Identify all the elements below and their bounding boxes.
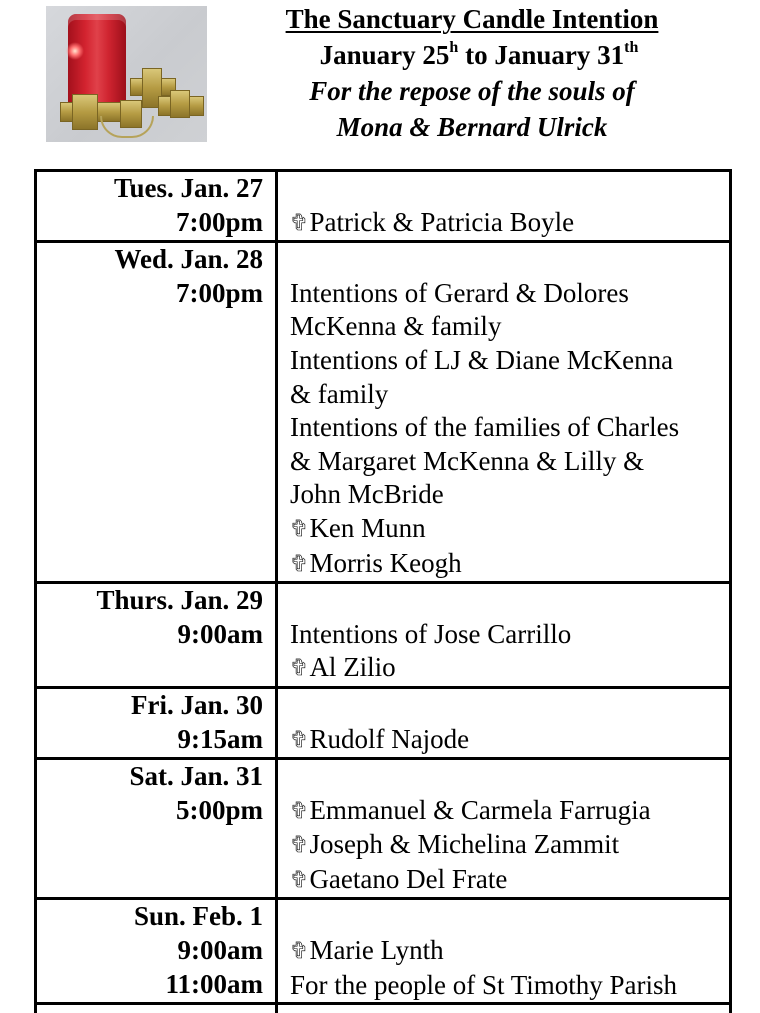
intention-item: ✞Al Zilio xyxy=(290,651,729,686)
intentions-cell xyxy=(277,171,731,242)
mass-time: 5:00pm xyxy=(176,794,263,825)
mass-time: 9:00am xyxy=(177,935,263,966)
dedication-line-1: For the repose of the souls of xyxy=(309,76,635,106)
mass-time: 9:15am xyxy=(177,723,263,754)
intention-item: ✞Emmanuel & Carmela Farrugia xyxy=(290,794,729,829)
day-label: Sat. Jan. 31 xyxy=(129,761,263,792)
day-time-cell xyxy=(36,899,277,1004)
mass-time: 7:00pm xyxy=(176,206,263,237)
end-date: January 31 xyxy=(494,40,625,70)
end-date-suffix: th xyxy=(624,39,639,56)
intention-item: ✞Ken Munn xyxy=(290,512,729,547)
intentions-cell xyxy=(277,687,731,758)
mass-intentions-table xyxy=(34,169,732,1013)
day-label: Fri. Jan. 30 xyxy=(131,689,263,720)
dedication-line-2: Mona & Bernard Ulrick xyxy=(336,112,608,142)
cross-icon: ✞ xyxy=(290,515,309,541)
intention-item-continued: John McBride xyxy=(290,479,444,510)
cross-icon: ✞ xyxy=(290,832,309,858)
date-connector: to xyxy=(458,40,495,70)
intention-item: ✞Morris Keogh xyxy=(290,547,729,582)
intention-item-continued: McKenna & family xyxy=(290,311,502,342)
intentions-cell xyxy=(277,242,731,583)
candle-flame-glow xyxy=(66,42,84,60)
mass-time: 7:00pm xyxy=(176,277,263,308)
intention-item: Intentions of the families of Charles xyxy=(290,412,680,443)
page-title: The Sanctuary Candle Intention xyxy=(285,4,659,34)
intention-item: ✞Gaetano Del Frate xyxy=(290,863,729,898)
table-row xyxy=(36,242,731,583)
intention-item-continued: & Margaret McKenna & Lilly & xyxy=(290,445,645,476)
day-time-cell xyxy=(36,583,277,688)
cross-icon: ✞ xyxy=(290,797,309,823)
intention-item: ✞Rudolf Najode xyxy=(290,723,729,758)
start-date-suffix: h xyxy=(449,39,459,56)
day-time-cell xyxy=(36,759,277,899)
intention-item: ✞Joseph & Michelina Zammit xyxy=(290,828,729,863)
day-label: Thurs. Jan. 29 xyxy=(96,585,263,616)
table-row xyxy=(36,899,731,1004)
day-time-cell xyxy=(36,687,277,758)
bracket-cross-left-arm xyxy=(72,94,98,130)
start-date: January 25 xyxy=(319,40,450,70)
table-row xyxy=(36,687,731,758)
cross-icon: ✞ xyxy=(290,726,309,752)
day-label: Wed. Jan. 28 xyxy=(114,244,263,275)
intentions-cell xyxy=(277,899,731,1004)
cross-icon: ✞ xyxy=(290,938,309,964)
intention-item: ✞Marie Lynth xyxy=(290,934,729,969)
intentions-cell xyxy=(277,583,731,688)
table-row xyxy=(36,171,731,242)
mass-time: 11:00am xyxy=(165,968,263,999)
table-row-partial xyxy=(36,1004,731,1013)
bracket-cross-right-arm xyxy=(170,90,190,118)
day-time-cell xyxy=(36,171,277,242)
candle-glass xyxy=(68,14,126,106)
cross-icon: ✞ xyxy=(290,866,309,892)
intention-item-continued: & family xyxy=(290,378,389,409)
cross-icon: ✞ xyxy=(290,550,309,576)
table-row xyxy=(36,759,731,899)
mass-time: 9:00am xyxy=(177,618,263,649)
cross-icon: ✞ xyxy=(290,655,309,681)
intention-item: For the people of St Timothy Parish xyxy=(290,969,678,1000)
day-label: Sun. Feb. 1 xyxy=(133,901,263,932)
bracket-wire xyxy=(100,116,154,138)
day-label: Tues. Jan. 27 xyxy=(113,173,263,203)
intention-item: ✞Patrick & Patricia Boyle xyxy=(290,206,729,241)
cross-icon: ✞ xyxy=(290,209,309,235)
intention-heading xyxy=(222,0,722,145)
day-time-cell xyxy=(36,242,277,583)
date-range xyxy=(222,37,722,73)
sanctuary-candle-photo xyxy=(46,6,207,142)
intentions-cell xyxy=(277,759,731,899)
intention-item: Intentions of Gerard & Dolores xyxy=(290,277,629,308)
intention-item: Intentions of LJ & Diane McKenna xyxy=(290,344,674,375)
table-row xyxy=(36,583,731,688)
intention-item: Intentions of Jose Carrillo xyxy=(290,618,572,649)
